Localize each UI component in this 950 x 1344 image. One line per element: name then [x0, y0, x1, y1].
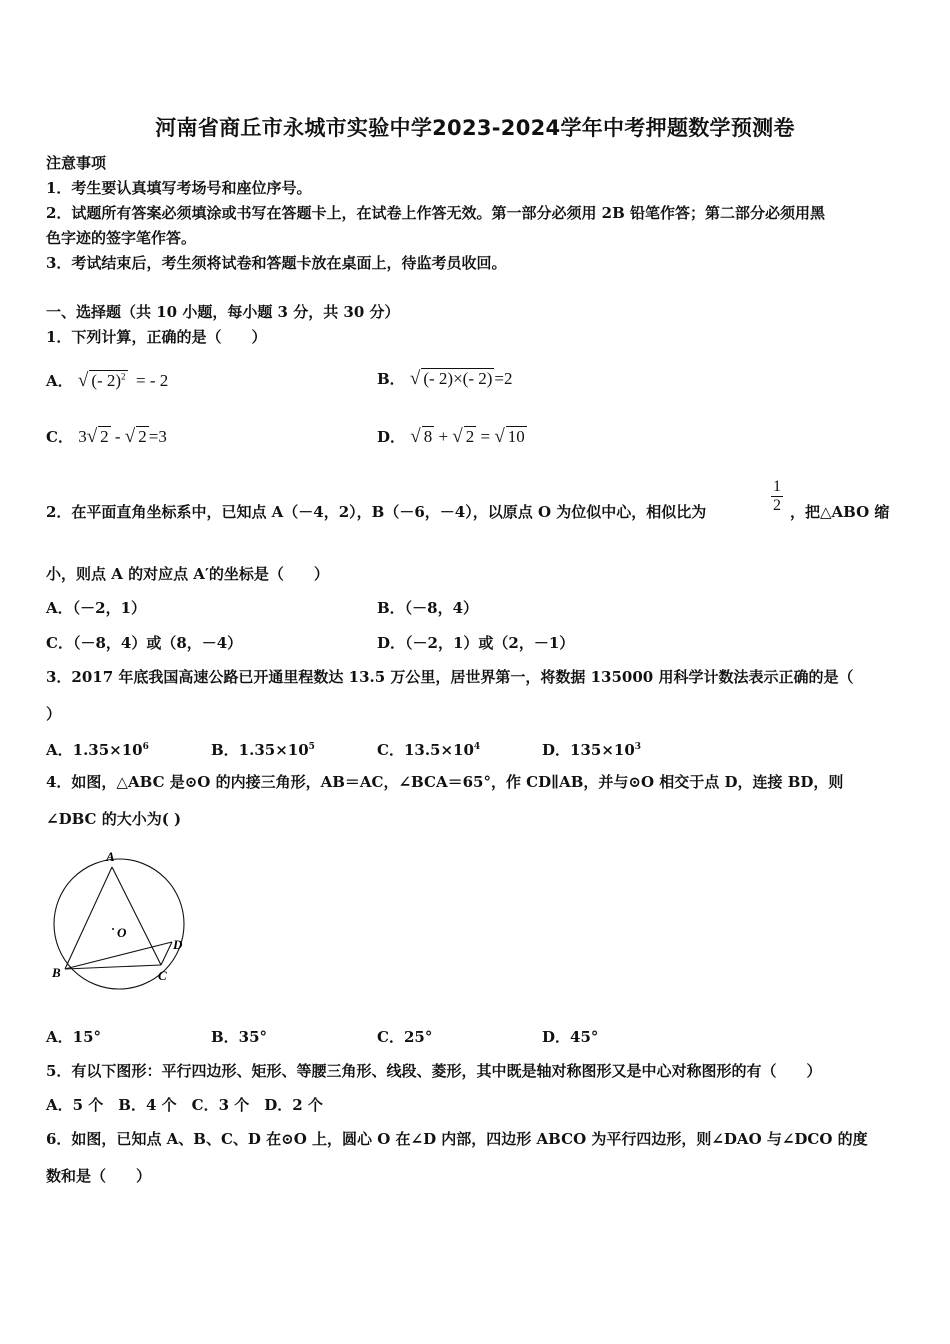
- q1-a-rhs: = - 2: [136, 371, 169, 390]
- q3-stem-line-1: 3．2017 年底我国高速公路已开通里程数达 13.5 万公里，居世界第一，将数据 135000 用科学计数法表示正确的是（: [46, 668, 854, 686]
- q3-b-text: B．1.35×10: [211, 741, 309, 759]
- q1-d-plus: +: [438, 427, 449, 446]
- q6-stem-line-1: 6．如图，已知点 A、B、C、D 在⊙O 上，圆心 O 在∠D 内部，四边形 ABCO 为平行四边形，则∠DAO 与∠DCO 的度: [46, 1130, 868, 1148]
- q3-option-b: [211, 735, 315, 762]
- q1-d-r3: 10: [507, 427, 525, 446]
- q3-option-d: [542, 735, 641, 762]
- q2-option-c: C．（－8，4）或（8，－4）: [46, 634, 243, 652]
- q4-option-b: B．35°: [211, 1028, 268, 1046]
- q6-stem-line-2: 数和是（ ）: [46, 1167, 152, 1185]
- q3-option-a: [46, 735, 149, 762]
- q1-option-c: C． 3√ 2 - √ 2 =3: [46, 426, 167, 447]
- q1-c-coef: 3: [78, 427, 87, 446]
- label-c: C: [158, 968, 167, 983]
- segment-cd: [161, 942, 172, 965]
- q4-option-c: C．25°: [377, 1028, 433, 1046]
- label-b: B: [52, 965, 61, 980]
- q3-b-exp: 5: [308, 742, 315, 752]
- notice-item-1: 1．考生要认真填写考场号和座位序号。: [46, 179, 312, 197]
- q1-b-expr: (- 2)×(- 2): [423, 369, 493, 388]
- q1-option-a: A． √ (- 2)$^2$ = - 2: [46, 370, 169, 391]
- q3-d-exp: 3: [634, 742, 642, 752]
- label-a: A: [106, 849, 115, 864]
- notice-item-2-line-2: 色字迹的签字笔作答。: [46, 229, 197, 247]
- label-o: O: [117, 925, 127, 940]
- q1-option-b: B． √ (- 2)×(- 2) =2: [377, 368, 513, 389]
- q2-stem-line-1: [46, 500, 706, 524]
- q2-stem-a: 2．在平面直角坐标系中，已知点 A（－4，2），B（－6，－4），以原点 O 为位似中心，相似比为: [46, 503, 707, 521]
- q1-option-d: D． √ 8 + √ 2 = √ 10: [377, 426, 525, 447]
- q2-stem-b: ，把△ABO 缩: [790, 503, 890, 521]
- q1-d-r2: 2: [465, 427, 475, 446]
- q1-c-label: C．: [46, 428, 73, 446]
- q1-a-exp: 2: [121, 371, 126, 382]
- q1-c-r1: 2: [100, 427, 109, 446]
- q4-option-d: D．45°: [542, 1028, 599, 1046]
- q1-d-label: D．: [377, 428, 406, 446]
- q2-option-d: D．（－2，1）或（2，－1）: [377, 634, 575, 652]
- q2-stem-line-2: 小，则点 A 的对应点 A′的坐标是（ ）: [46, 565, 329, 583]
- q2-frac-den: 2: [773, 497, 781, 514]
- q1-stem: 1．下列计算，正确的是（ ）: [46, 328, 267, 346]
- q3-c-exp: 4: [473, 742, 481, 752]
- q2-option-a: A．（－2，1）: [46, 599, 147, 617]
- q3-c-text: C．13.5×10: [377, 741, 474, 759]
- q1-c-r2: 2: [138, 427, 147, 446]
- q1-a-label: A．: [46, 372, 73, 390]
- q4-circle-figure: [40, 842, 200, 992]
- q3-d-text: D．135×10: [542, 741, 635, 759]
- q2-option-b: B．（－8，4）: [377, 599, 479, 617]
- segment-ac: [112, 867, 161, 965]
- label-d: D: [173, 937, 183, 952]
- q3-a-text: A．1.35×10: [46, 741, 143, 759]
- q3-option-c: [377, 735, 480, 762]
- q5-options: A．5 个 B．4 个 C．3 个 D．2 个: [46, 1096, 323, 1114]
- center-dot: [112, 928, 114, 930]
- q1-b-rhs: =2: [494, 369, 513, 388]
- q5-stem: 5．有以下图形：平行四边形、矩形、等腰三角形、线段、菱形，其中既是轴对称图形又是中心对称图形的有（ ）: [46, 1062, 822, 1080]
- q3-a-exp: 6: [142, 742, 149, 752]
- q1-c-minus: -: [114, 427, 121, 446]
- segment-ab: [65, 867, 112, 969]
- section-heading: 一、选择题（共 10 小题，每小题 3 分，共 30 分）: [46, 303, 400, 321]
- q1-d-r1: 8: [423, 427, 433, 446]
- q2-frac-num: 1: [773, 478, 781, 495]
- q1-d-eq: =: [480, 427, 491, 446]
- page-title: 河南省商丘市永城市实验中学2023-2024学年中考押题数学预测卷: [155, 116, 795, 140]
- q4-stem-line-2: ∠DBC 的大小为( ): [46, 810, 182, 828]
- q2-fraction: [771, 478, 783, 515]
- notice-item-2-line-1: 2．试题所有答案必须填涂或书写在答题卡上，在试卷上作答无效。第一部分必须用 2B 铅笔作答；第二部分必须用黑: [46, 204, 826, 222]
- q1-c-rhs: =3: [148, 427, 167, 446]
- notice-heading: 注意事项: [46, 154, 107, 172]
- notice-item-3: 3．考试结束后，考生须将试卷和答题卡放在桌面上，待监考员收回。: [46, 254, 507, 272]
- q1-a-expr: (- 2): [91, 371, 122, 390]
- q1-b-label: B．: [377, 370, 405, 388]
- q4-stem-line-1: 4．如图，△ABC 是⊙O 的内接三角形，AB＝AC，∠BCA＝65°，作 CD∥AB，并与⊙O 相交于点 D，连接 BD，则: [46, 773, 844, 791]
- q4-option-a: A．15°: [46, 1028, 102, 1046]
- q3-stem-line-2: ）: [46, 705, 62, 723]
